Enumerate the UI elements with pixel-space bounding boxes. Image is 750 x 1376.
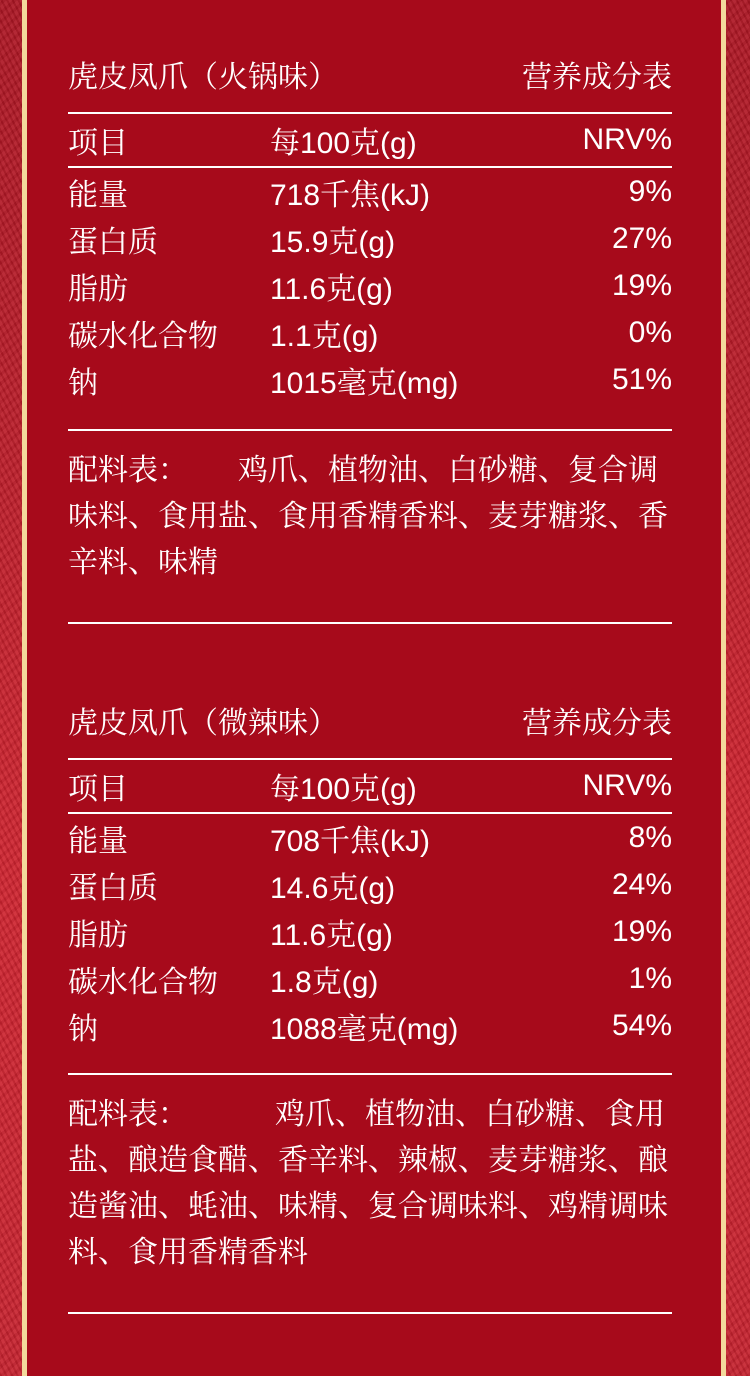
nutrient-nrv: 54%: [611, 1008, 672, 1042]
table-row: [68, 356, 672, 403]
nutrient-value: 708千焦(kJ): [270, 824, 431, 858]
nutrient-value: 11.6克(g): [270, 918, 393, 952]
nutrient-name: 钠: [68, 366, 98, 400]
ingredients-paragraph: [68, 1092, 672, 1276]
nutrient-name: 能量: [68, 178, 128, 212]
card-content: [27, 0, 721, 1314]
nutrient-name: 能量: [68, 824, 128, 858]
nutrient-nrv: 19%: [611, 268, 672, 302]
nutrient-nrv: 19%: [611, 914, 672, 948]
table-body: [68, 814, 672, 1049]
table-header-row: [68, 114, 672, 166]
ingredients-paragraph: [68, 448, 672, 586]
table-row: [68, 908, 672, 955]
nutrient-name: 蛋白质: [68, 871, 158, 905]
nutrition-table-title: 营养成分表: [522, 707, 672, 740]
nutrient-name: 脂肪: [68, 918, 128, 952]
nutrient-value: 11.6克(g): [270, 272, 393, 306]
nutrient-value: 14.6克(g): [270, 871, 396, 905]
column-header-nrv: NRV%: [582, 769, 672, 802]
ingredients-label: 配料表：: [68, 1098, 188, 1131]
column-header-amount: 每100克(g): [270, 127, 417, 160]
ingredients-text: 鸡爪、植物油、白砂糖、食用盐、酿造食醋、香辛料、辣椒、麦芽糖浆、酿造酱油、蚝油、味精、复合调味料、鸡精调味料、食用香精香料: [68, 1098, 668, 1269]
nutrient-name: 脂肪: [68, 272, 128, 306]
nutrient-value: 1.8克(g): [270, 965, 379, 999]
nutrient-nrv: 27%: [611, 221, 672, 255]
table-row: [68, 168, 672, 215]
column-header-amount: 每100克(g): [270, 773, 417, 806]
ingredients-label: 配料表：: [68, 454, 188, 487]
divider-line: [68, 429, 672, 431]
ingredients-text: 鸡爪、植物油、白砂糖、复合调味料、食用盐、食用香精香料、麦芽糖浆、香辛料、味精: [68, 454, 668, 579]
table-row: [68, 955, 672, 1002]
nutrition-card: [22, 0, 726, 1376]
nutrient-nrv: 8%: [628, 820, 672, 854]
table-header-row: [68, 760, 672, 812]
table-body: [68, 168, 672, 403]
section-mild-spicy-flavor: [68, 702, 672, 1314]
divider-line: [68, 1073, 672, 1075]
divider-line: [68, 1312, 672, 1314]
nutrient-name: 碳水化合物: [68, 319, 218, 353]
table-row: [68, 215, 672, 262]
product-name: 虎皮凤爪（火锅味）: [68, 61, 338, 94]
nutrition-table-title: 营养成分表: [522, 61, 672, 94]
column-header-item: 项目: [68, 773, 128, 806]
nutrient-nrv: 1%: [628, 961, 672, 995]
table-row: [68, 814, 672, 861]
column-header-item: 项目: [68, 127, 128, 160]
nutrient-name: 蛋白质: [68, 225, 158, 259]
nutrient-nrv: 9%: [628, 174, 672, 208]
nutrient-value: 1.1克(g): [270, 319, 379, 353]
section-title-row: [68, 56, 672, 100]
column-header-nrv: NRV%: [582, 123, 672, 156]
ingredients-gap: [188, 479, 238, 480]
nutrient-value: 718千焦(kJ): [270, 178, 431, 212]
nutrient-value: 1088毫克(mg): [270, 1012, 459, 1046]
section-title-row: [68, 702, 672, 746]
nutrient-nrv: 51%: [611, 362, 672, 396]
product-name: 虎皮凤爪（微辣味）: [68, 707, 338, 740]
nutrient-value: 15.9克(g): [270, 225, 396, 259]
table-row: [68, 309, 672, 356]
section-hotpot-flavor: [68, 56, 672, 624]
nutrient-name: 钠: [68, 1012, 98, 1046]
nutrient-nrv: 0%: [628, 315, 672, 349]
nutrient-value: 1015毫克(mg): [270, 366, 459, 400]
nutrient-nrv: 24%: [611, 867, 672, 901]
table-row: [68, 861, 672, 908]
divider-line: [68, 622, 672, 624]
table-row: [68, 1002, 672, 1049]
table-row: [68, 262, 672, 309]
nutrient-name: 碳水化合物: [68, 965, 218, 999]
ingredients-gap: [188, 1123, 275, 1124]
